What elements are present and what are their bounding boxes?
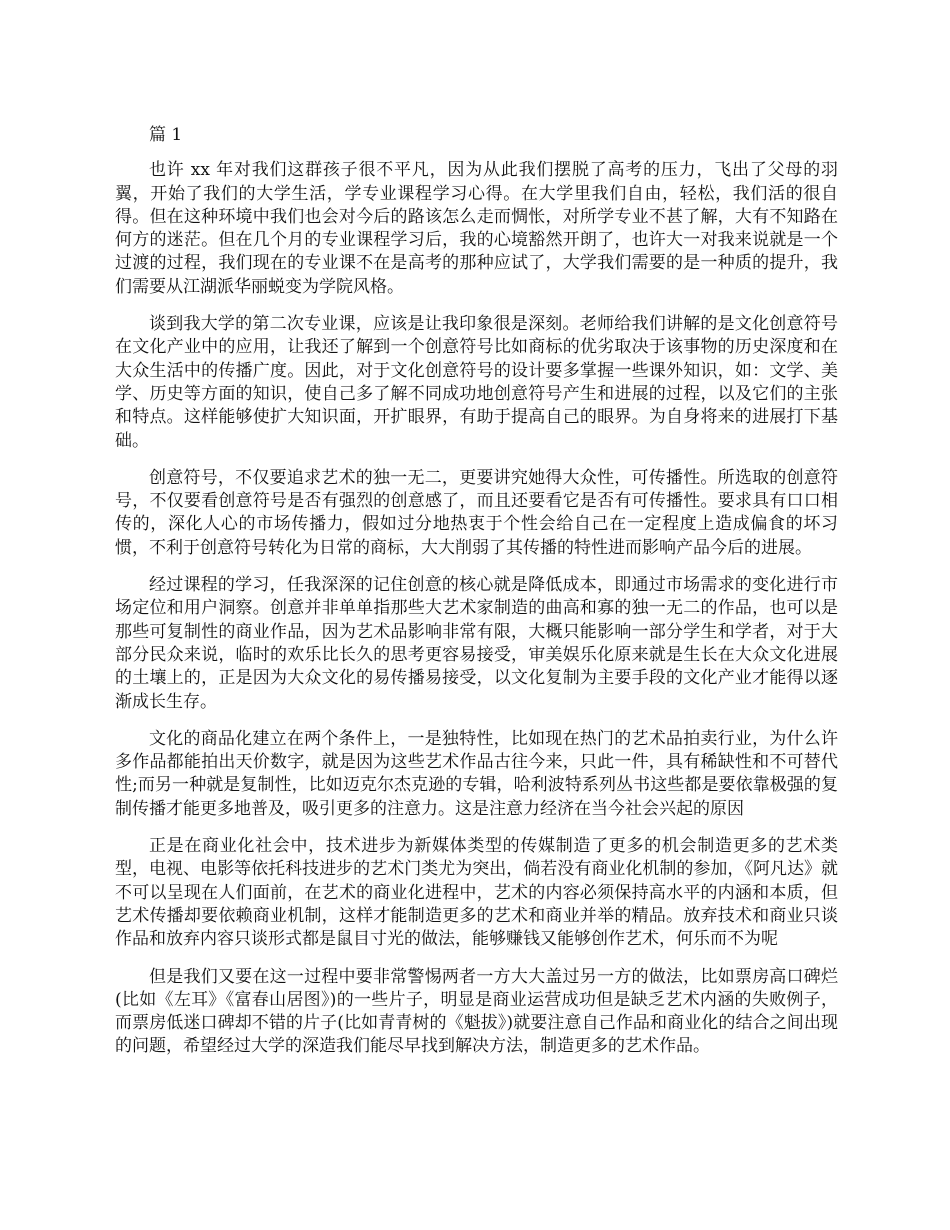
paragraph-3: 创意符号，不仅要追求艺术的独一无二，更要讲究她得大众性，可传播性。所选取的创意符号，不仅要看创意符号是否有强烈的创意感了，而且还要看它是否有可传播性。要求具有口口相传的，深化人心的市场传播力，假如过分地热衷于个性会给自己在一定程度上造成偏食的坏习惯，不利于创意符号转化为日常的商标，大大削弱了其传播的特性进而影响产品今后的进展。 (115, 467, 838, 558)
document-page (115, 124, 838, 1073)
paragraph-1: 也许 xx 年对我们这群孩子很不平凡，因为从此我们摆脱了高考的压力，飞出了父母的羽翼，开始了我们的大学生活，学专业课程学习心得。在大学里我们自由，轻松，我们活的很自得。但在这种环境中我们也会对今后的路该怎么走而惆怅，对所学专业不甚了解，大有不知路在何方的迷茫。但在几个月的专业课程学习后，我的心境豁然开朗了，也许大一对我来说就是一个过渡的过程，我们现在的专业课不在是高考的那种应试了，大学我们需要的是一种质的提升，我们需要从江湖派华丽蜕变为学院风格。 (115, 160, 838, 297)
paragraph-7: 但是我们又要在这一过程中要非常警惕两者一方大大盖过另一方的做法，比如票房高口碑烂(比如《左耳》《富春山居图》)的一些片子，明显是商业运营成功但是缺乏艺术内涵的失败例子，而票房低迷口碑却不错的片子(比如青青树的《魁拔》)就要注意自己作品和商业化的结合之间出现的问题，希望经过大学的深造我们能尽早找到解决方法，制造更多的艺术作品。 (115, 966, 838, 1057)
paragraph-4: 经过课程的学习，任我深深的记住创意的核心就是降低成本，即通过市场需求的变化进行市场定位和用户洞察。创意并非单单指那些大艺术家制造的曲高和寡的独一无二的作品，也可以是那些可复制性的商业作品，因为艺术品影响非常有限，大概只能影响一部分学生和学者，对于大部分民众来说，临时的欢乐比长久的思考更容易接受，审美娱乐化原来就是生长在大众文化进展的土壤上的，正是因为大众文化的易传播易接受，以文化复制为主要手段的文化产业才能得以逐渐成长生存。 (115, 575, 838, 712)
section-heading: 篇 1 (149, 125, 183, 145)
paragraph-5: 文化的商品化建立在两个条件上，一是独特性，比如现在热门的艺术品拍卖行业，为什么许多作品都能拍出天价数字，就是因为这些艺术作品古往今来，只此一件，具有稀缺性和不可替代性;而另一种就是复制性，比如迈克尔杰克逊的专辑，哈利波特系列丛书这些都是要依靠极强的复制传播才能更多地普及，吸引更多的注意力。这是注意力经济在当今社会兴起的原因 (115, 728, 838, 819)
paragraph-6: 正是在商业化社会中，技术进步为新媒体类型的传媒制造了更多的机会制造更多的艺术类型，电视、电影等依托科技进步的艺术门类尤为突出，倘若没有商业化机制的参加，《阿凡达》就不可以呈现在人们面前，在艺术的商业化进程中，艺术的内容必须保持高水平的内涵和本质，但艺术传播却要依赖商业机制，这样才能制造更多的艺术和商业并举的精品。放弃技术和商业只谈作品和放弃内容只谈形式都是鼠目寸光的做法，能够赚钱又能够创作艺术，何乐而不为呢 (115, 836, 838, 950)
paragraph-2: 谈到我大学的第二次专业课，应该是让我印象很是深刻。老师给我们讲解的是文化创意符号在文化产业中的应用，让我还了解到一个创意符号比如商标的优劣取决于该事物的历史深度和在大众生活中的传播广度。因此，对于文化创意符号的设计要多掌握一些课外知识，如：文学、美学、历史等方面的知识，使自己多了解不同成功地创意符号产生和进展的过程，以及它们的主张和特点。这样能够使扩大知识面，开扩眼界，有助于提高自己的眼界。为自身将来的进展打下基础。 (115, 314, 838, 451)
